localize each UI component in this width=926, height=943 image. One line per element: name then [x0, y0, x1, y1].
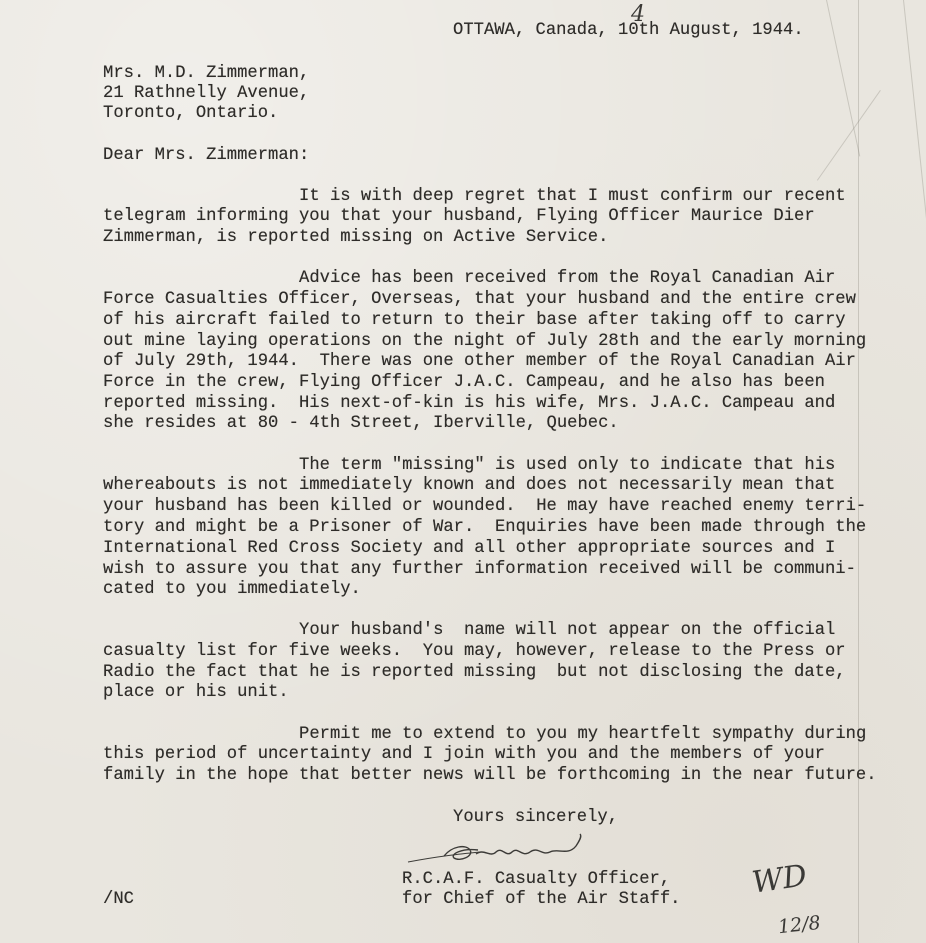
paragraph-line: cated to you immediately. — [103, 580, 361, 599]
signature-scribble — [400, 832, 590, 872]
paragraph-line: wish to assure you that any further information received will be communi- — [103, 560, 856, 579]
signature-title-line-2: for Chief of the Air Staff. — [402, 890, 681, 909]
reference-initials: /NC — [103, 890, 134, 909]
paragraph-line: place or his unit. — [103, 683, 289, 702]
paragraph-line: your husband has been killed or wounded. He may have reached enemy terri- — [103, 497, 867, 516]
paragraph-line: It is with deep regret that I must confirm our recent — [299, 187, 846, 206]
recipient-city: Toronto, Ontario. — [103, 104, 279, 123]
paragraph-line: Radio the fact that he is reported missing but not disclosing the date, — [103, 663, 846, 682]
signature-title-line-1: R.C.A.F. Casualty Officer, — [402, 870, 671, 889]
paragraph-line: tory and might be a Prisoner of War. Enquiries have been made through the — [103, 518, 867, 537]
paragraph-line: Zimmerman, is reported missing on Active Service. — [103, 228, 609, 247]
paragraph-line: Force in the crew, Flying Officer J.A.C. Campeau, and he also has been — [103, 373, 825, 392]
paragraph-line: she resides at 80 - 4th Street, Iberville, Quebec. — [103, 414, 619, 433]
paragraph-line: of his aircraft failed to return to their base after taking off to carry — [103, 311, 846, 330]
handwritten-initials: WD — [749, 858, 810, 901]
paragraph-line: this period of uncertainty and I join with you and the members of your — [103, 745, 825, 764]
paragraph-line: whereabouts is not immediately known and does not necessarily mean that — [103, 476, 836, 495]
fold-crease — [858, 0, 859, 943]
date-correction-mark: 4 — [631, 2, 645, 27]
recipient-name: Mrs. M.D. Zimmerman, — [103, 64, 310, 83]
salutation: Dear Mrs. Zimmerman: — [103, 146, 310, 165]
recipient-street: 21 Rathnelly Avenue, — [103, 84, 310, 103]
paragraph-line: casualty list for five weeks. You may, however, release to the Press or — [103, 642, 846, 661]
paragraph-line: family in the hope that better news will be forthcoming in the near future. — [103, 766, 877, 785]
paragraph-line: The term "missing" is used only to indicate that his — [299, 456, 836, 475]
handwritten-date: 12/8 — [776, 911, 822, 939]
paragraph-line: reported missing. His next-of-kin is his wife, Mrs. J.A.C. Campeau and — [103, 394, 836, 413]
paragraph-line: Your husband's name will not appear on the official — [299, 621, 836, 640]
closing: Yours sincerely, — [453, 808, 619, 827]
paragraph-line: Permit me to extend to you my heartfelt sympathy during — [299, 725, 867, 744]
dateline: OTTAWA, Canada, 10th August, 1944. — [453, 21, 804, 40]
paragraph-line: out mine laying operations on the night of July 28th and the early morning — [103, 332, 867, 351]
paragraph-line: of July 29th, 1944. There was one other member of the Royal Canadian Air — [103, 352, 856, 371]
paragraph-line: Advice has been received from the Royal Canadian Air — [299, 269, 836, 288]
paragraph-line: telegram informing you that your husband, Flying Officer Maurice Dier — [103, 207, 815, 226]
paragraph-line: International Red Cross Society and all other appropriate sources and I — [103, 539, 836, 558]
paragraph-line: Force Casualties Officer, Overseas, that your husband and the entire crew — [103, 290, 856, 309]
